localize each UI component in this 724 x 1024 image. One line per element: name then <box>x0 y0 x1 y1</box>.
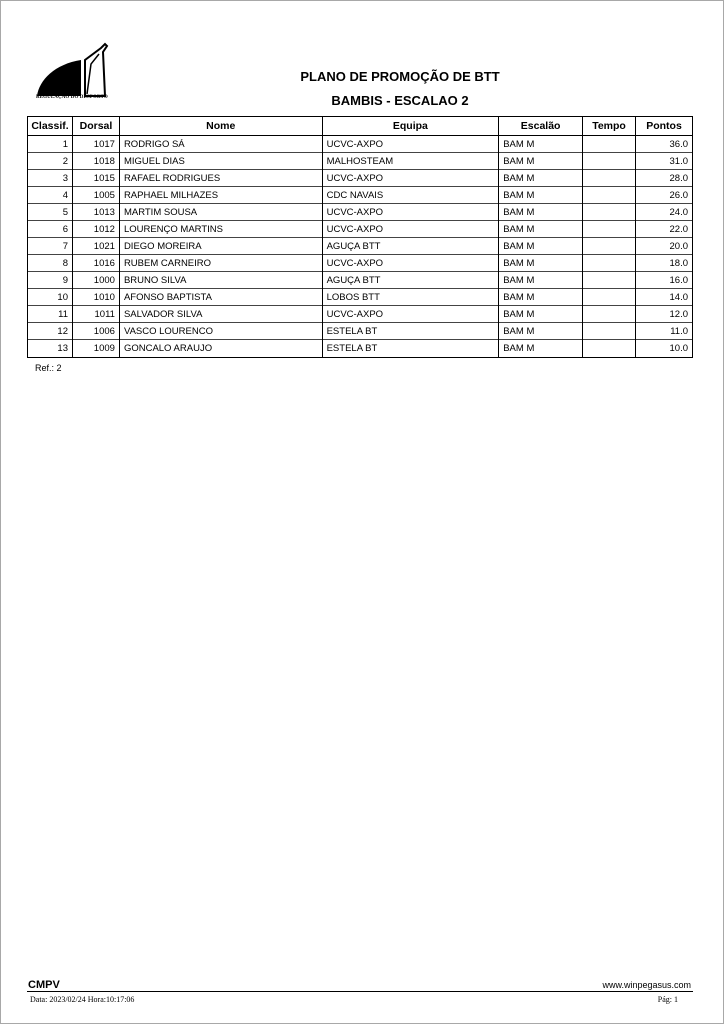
report-subtitle: BAMBIS - ESCALAO 2 <box>331 93 469 108</box>
cell-equipa: UCVC-AXPO <box>322 221 499 238</box>
cell-escalao: BAM M <box>499 170 583 187</box>
footer-website: www.winpegasus.com <box>602 980 691 990</box>
cell-dorsal: 1006 <box>72 323 119 340</box>
cell-pontos: 20.0 <box>636 238 693 255</box>
cell-equipa: AGUÇA BTT <box>322 238 499 255</box>
table-row <box>28 187 693 204</box>
cell-dorsal: 1016 <box>72 255 119 272</box>
cell-escalao: BAM M <box>499 272 583 289</box>
cell-pontos: 31.0 <box>636 153 693 170</box>
column-header-nome: Nome <box>119 117 322 136</box>
cell-equipa: CDC NAVAIS <box>322 187 499 204</box>
table-row <box>28 289 693 306</box>
cell-pontos: 36.0 <box>636 136 693 153</box>
cell-escalao: BAM M <box>499 306 583 323</box>
cell-classif: 13 <box>28 340 73 358</box>
cell-tempo <box>583 187 636 204</box>
cell-classif: 8 <box>28 255 73 272</box>
cell-nome: VASCO LOURENCO <box>119 323 322 340</box>
cell-classif: 9 <box>28 272 73 289</box>
cell-dorsal: 1015 <box>72 170 119 187</box>
cell-tempo <box>583 204 636 221</box>
column-header-classif: Classif. <box>28 117 73 136</box>
table-row <box>28 272 693 289</box>
cell-pontos: 28.0 <box>636 170 693 187</box>
cell-dorsal: 1012 <box>72 221 119 238</box>
cell-tempo <box>583 323 636 340</box>
cell-dorsal: 1017 <box>72 136 119 153</box>
cell-nome: GONCALO ARAUJO <box>119 340 322 358</box>
cell-nome: RODRIGO SÁ <box>119 136 322 153</box>
reference-label: Ref.: 2 <box>35 363 62 373</box>
cell-equipa: UCVC-AXPO <box>322 255 499 272</box>
cell-escalao: BAM M <box>499 187 583 204</box>
cell-dorsal: 1000 <box>72 272 119 289</box>
cell-tempo <box>583 255 636 272</box>
cell-pontos: 26.0 <box>636 187 693 204</box>
cell-tempo <box>583 170 636 187</box>
cell-pontos: 16.0 <box>636 272 693 289</box>
cell-nome: MARTIM SOUSA <box>119 204 322 221</box>
cell-escalao: BAM M <box>499 204 583 221</box>
results-table <box>27 116 693 358</box>
cell-tempo <box>583 272 636 289</box>
cell-tempo <box>583 340 636 358</box>
cell-classif: 3 <box>28 170 73 187</box>
results-body <box>28 136 693 358</box>
footer-divider <box>27 991 693 992</box>
cell-dorsal: 1011 <box>72 306 119 323</box>
footer-page-number: Pág: 1 <box>657 995 678 1004</box>
cell-classif: 11 <box>28 306 73 323</box>
cell-nome: LOURENÇO MARTINS <box>119 221 322 238</box>
cell-classif: 7 <box>28 238 73 255</box>
cell-nome: RUBEM CARNEIRO <box>119 255 322 272</box>
cell-nome: AFONSO BAPTISTA <box>119 289 322 306</box>
cell-escalao: BAM M <box>499 255 583 272</box>
cell-tempo <box>583 238 636 255</box>
cell-nome: DIEGO MOREIRA <box>119 238 322 255</box>
column-header-tempo: Tempo <box>583 117 636 136</box>
cell-pontos: 22.0 <box>636 221 693 238</box>
table-header-row <box>28 117 693 136</box>
table-row <box>28 153 693 170</box>
cell-escalao: BAM M <box>499 289 583 306</box>
cell-pontos: 14.0 <box>636 289 693 306</box>
table-row <box>28 306 693 323</box>
cell-nome: RAPHAEL MILHAZES <box>119 187 322 204</box>
column-header-equipa: Equipa <box>322 117 499 136</box>
cell-classif: 12 <box>28 323 73 340</box>
cell-classif: 10 <box>28 289 73 306</box>
column-header-dorsal: Dorsal <box>72 117 119 136</box>
cell-tempo <box>583 306 636 323</box>
cell-equipa: ESTELA BT <box>322 323 499 340</box>
cell-equipa: AGUÇA BTT <box>322 272 499 289</box>
cell-equipa: LOBOS BTT <box>322 289 499 306</box>
cell-dorsal: 1010 <box>72 289 119 306</box>
cell-nome: SALVADOR SILVA <box>119 306 322 323</box>
footer-organization: CMPV <box>28 979 60 991</box>
cell-classif: 6 <box>28 221 73 238</box>
table-row <box>28 323 693 340</box>
footer-date: Data: 2023/02/24 Hora:10:17:06 <box>30 995 135 1004</box>
cell-tempo <box>583 289 636 306</box>
cell-classif: 1 <box>28 136 73 153</box>
table-row <box>28 255 693 272</box>
cell-pontos: 11.0 <box>636 323 693 340</box>
cell-pontos: 24.0 <box>636 204 693 221</box>
cell-nome: MIGUEL DIAS <box>119 153 322 170</box>
cell-escalao: BAM M <box>499 221 583 238</box>
cell-equipa: UCVC-AXPO <box>322 204 499 221</box>
cell-equipa: MALHOSTEAM <box>322 153 499 170</box>
cell-pontos: 12.0 <box>636 306 693 323</box>
table-row <box>28 204 693 221</box>
cell-equipa: UCVC-AXPO <box>322 306 499 323</box>
cell-dorsal: 1009 <box>72 340 119 358</box>
federation-logo <box>35 40 113 102</box>
cell-escalao: BAM M <box>499 238 583 255</box>
column-header-pontos: Pontos <box>636 117 693 136</box>
cell-tempo <box>583 153 636 170</box>
report-title: PLANO DE PROMOÇÃO DE BTT <box>300 69 500 84</box>
cell-dorsal: 1005 <box>72 187 119 204</box>
cell-classif: 4 <box>28 187 73 204</box>
cell-escalao: BAM M <box>499 153 583 170</box>
cell-dorsal: 1013 <box>72 204 119 221</box>
cell-escalao: BAM M <box>499 340 583 358</box>
cell-equipa: UCVC-AXPO <box>322 136 499 153</box>
table-row <box>28 136 693 153</box>
column-header-escalao: Escalão <box>499 117 583 136</box>
cell-equipa: ESTELA BT <box>322 340 499 358</box>
cell-tempo <box>583 136 636 153</box>
cell-nome: BRUNO SILVA <box>119 272 322 289</box>
logo-caption: REGULAÇÃO DO DESPORTO <box>36 95 108 100</box>
cell-classif: 5 <box>28 204 73 221</box>
cell-equipa: UCVC-AXPO <box>322 170 499 187</box>
cell-dorsal: 1021 <box>72 238 119 255</box>
table-row <box>28 238 693 255</box>
cell-nome: RAFAEL RODRIGUES <box>119 170 322 187</box>
table-row <box>28 170 693 187</box>
cell-classif: 2 <box>28 153 73 170</box>
cell-escalao: BAM M <box>499 136 583 153</box>
cell-pontos: 10.0 <box>636 340 693 358</box>
cell-tempo <box>583 221 636 238</box>
cell-dorsal: 1018 <box>72 153 119 170</box>
cell-escalao: BAM M <box>499 323 583 340</box>
table-row <box>28 340 693 358</box>
cell-pontos: 18.0 <box>636 255 693 272</box>
table-row <box>28 221 693 238</box>
